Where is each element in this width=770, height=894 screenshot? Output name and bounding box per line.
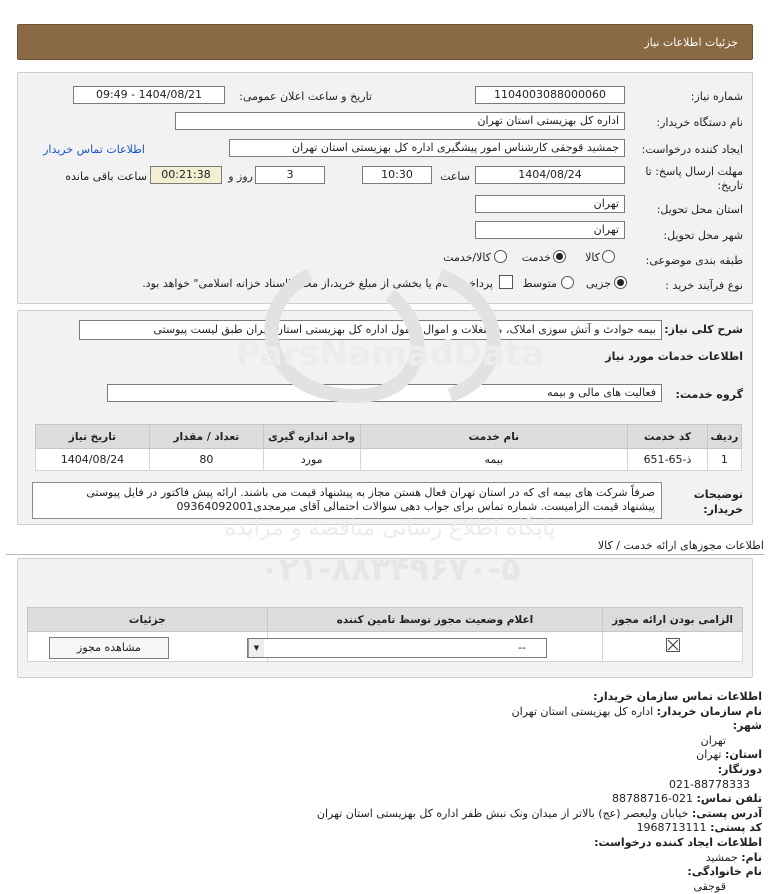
- service-group-label: گروه خدمت:: [675, 388, 743, 401]
- category-option-goods: کالا: [585, 251, 600, 264]
- contact-title: اطلاعات تماس سازمان خریدار:: [593, 690, 762, 703]
- category-radio-service[interactable]: [553, 250, 566, 263]
- contact-fax-label: دورنگار:: [717, 762, 762, 776]
- creator-last-name-label: نام خانوادگی:: [687, 865, 762, 879]
- notes-box: [32, 482, 662, 519]
- cell-need-date: 1404/08/24: [36, 449, 150, 471]
- contact-postal-label: کد پستی:: [710, 821, 762, 835]
- description-field[interactable]: بیمه حوادث و آتش سوزی املاک، مستغلات و اموال منقول اداره کل بهزیستی استان تهران طبق لیست پیوستی: [79, 320, 662, 340]
- remaining-label: ساعت باقی مانده: [65, 170, 147, 183]
- process-option-minor: جزیی: [585, 277, 611, 290]
- process-radio-medium[interactable]: [561, 276, 574, 289]
- license-status-value: --: [518, 641, 526, 654]
- view-license-button[interactable]: مشاهده مجوز: [49, 637, 169, 659]
- table-row[interactable]: [36, 449, 742, 471]
- city-field[interactable]: تهران: [475, 221, 625, 239]
- buyer-org-field[interactable]: اداره کل بهزیستی استان تهران: [175, 112, 625, 130]
- watermark-phone: ۰۲۱-۸۸۳۴۹۶۷۰-۵: [259, 550, 521, 588]
- contact-address: خیابان ولیعصر (عج) بالاتر از میدان ونک نبش ظفر اداره کل بهزیستی استان تهران: [316, 806, 689, 820]
- creator-first-name: جمشید: [705, 850, 738, 864]
- services-table-header: [36, 425, 742, 449]
- col-license-status: اعلام وضعیت مجوز توسط تامین کننده: [267, 608, 603, 632]
- col-service-name: نام خدمت: [360, 425, 628, 449]
- col-need-date: تاریخ نیاز: [36, 425, 150, 449]
- city-label: شهر محل تحویل:: [663, 229, 743, 242]
- description-label: شرح کلی نیاز:: [664, 323, 743, 336]
- days-field[interactable]: 3: [255, 166, 325, 184]
- requester-field[interactable]: جمشید قوجقی کارشناس امور پیشگیری اداره کل بهزیستی استان تهران: [229, 139, 625, 157]
- contact-phone-label: تلفن تماس:: [696, 792, 762, 806]
- service-group-field[interactable]: فعالیت های مالی و بیمه: [107, 384, 662, 402]
- col-row: ردیف: [707, 425, 741, 449]
- category-radio-goods[interactable]: [602, 250, 615, 263]
- licenses-table-header: [28, 608, 743, 632]
- cell-unit: مورد: [263, 449, 360, 471]
- contact-address-label: آدرس پستی:: [691, 806, 762, 820]
- category-label: طبقه بندی موضوعی:: [645, 254, 743, 267]
- notes-line-2: پیشنهاد قیمت الزامیست. شماره تماس برای جواب دهی سوالات احتمالی آقای میرمجدی09364092001: [176, 500, 655, 513]
- page-title: جزئیات اطلاعات نیاز: [644, 36, 738, 49]
- cell-license-required: [603, 632, 743, 662]
- buyer-contact-link[interactable]: اطلاعات تماس خریدار: [43, 143, 145, 156]
- creator-title: اطلاعات ایجاد کننده درخواست:: [594, 835, 762, 849]
- cell-row: 1: [707, 449, 741, 471]
- contact-province: تهران: [696, 748, 722, 762]
- contact-phone: 021-88788716: [612, 792, 694, 806]
- need-number-field[interactable]: 1104003088000060: [475, 86, 625, 104]
- contact-city-label: شهر:: [732, 719, 762, 733]
- creator-last-name: قوجقی: [693, 879, 726, 893]
- watermark-text-1: ParsNamadData: [235, 334, 545, 374]
- services-table: [35, 424, 742, 471]
- category-radio-both[interactable]: [494, 250, 507, 263]
- deadline-time-label: ساعت: [440, 170, 470, 183]
- chevron-down-icon: ▼: [248, 639, 264, 657]
- category-option-service: خدمت: [521, 251, 551, 264]
- cell-service-code: ذ-65-651: [628, 449, 708, 471]
- notes-label-buyer: خریدار:: [703, 503, 743, 516]
- contact-org: اداره کل بهزیستی استان تهران: [511, 704, 654, 718]
- need-details-panel: [17, 72, 753, 304]
- cell-service-name: بیمه: [360, 449, 628, 471]
- col-quantity: تعداد / مقدار: [149, 425, 263, 449]
- col-license-details: جزئیات: [28, 608, 268, 632]
- contact-city: تهران: [700, 733, 726, 747]
- province-field[interactable]: تهران: [475, 195, 625, 213]
- process-option-medium: متوسط: [522, 277, 557, 290]
- notes-line-1: صرفاً شرکت های بیمه ای که در استان تهران فعال هستن مجاز به پیشنهاد قیمت می باشند. ارائه پیش فاکتور در فایل پیوستی: [86, 486, 655, 499]
- buyer-contact-info: [12, 690, 762, 894]
- contact-org-label: نام سازمان خریدار:: [656, 704, 762, 718]
- contact-fax: 021-88778333: [669, 777, 750, 791]
- category-option-both: کالا/خدمت: [443, 251, 491, 264]
- deadline-date-label: تاریخ:: [717, 179, 743, 192]
- process-radio-minor[interactable]: [614, 276, 627, 289]
- contact-postal: 1968713111: [636, 821, 707, 835]
- license-status-select[interactable]: [247, 638, 547, 658]
- watermark-text-2: پایگاه اطلاع رسانی مناقصه و مزایده: [224, 516, 556, 541]
- need-number-label: شماره نیاز:: [690, 90, 743, 103]
- notes-label: توضیحات: [693, 488, 743, 501]
- buyer-org-label: نام دستگاه خریدار:: [656, 116, 743, 129]
- required-checkbox-icon: [666, 638, 680, 652]
- col-unit: واحد اندازه گیری: [263, 425, 360, 449]
- col-license-required: الزامی بودن ارائه مجوز: [603, 608, 743, 632]
- licenses-divider: [6, 554, 764, 555]
- province-label: استان محل تحویل:: [656, 203, 743, 216]
- deadline-time-field[interactable]: 10:30: [362, 166, 432, 184]
- contact-province-label: استان:: [725, 748, 762, 762]
- page-header: [17, 24, 753, 60]
- process-label: نوع فرآیند خرید :: [665, 279, 743, 292]
- deadline-date-field[interactable]: 1404/08/24: [475, 166, 625, 184]
- requester-label: ایجاد کننده درخواست:: [641, 143, 743, 156]
- licenses-section-title: اطلاعات مجوزهای ارائه خدمت / کالا: [597, 539, 764, 552]
- announce-label: تاریخ و ساعت اعلان عمومی:: [239, 90, 372, 103]
- remaining-time-field: 00:21:38: [150, 166, 222, 184]
- col-service-code: کد خدمت: [628, 425, 708, 449]
- treasury-payment-checkbox[interactable]: [499, 275, 513, 289]
- services-title: اطلاعات خدمات مورد نیاز: [605, 350, 743, 363]
- cell-quantity: 80: [149, 449, 263, 471]
- days-label: روز و: [228, 170, 253, 183]
- announce-field[interactable]: 1404/08/21 - 09:49: [73, 86, 225, 104]
- treasury-payment-note: پرداخت تمام یا بخشی از مبلغ خرید،از محل "اسناد خزانه اسلامی" خواهد بود.: [142, 277, 493, 290]
- deadline-label: مهلت ارسال پاسخ: تا: [645, 165, 743, 178]
- creator-first-name-label: نام:: [741, 850, 762, 864]
